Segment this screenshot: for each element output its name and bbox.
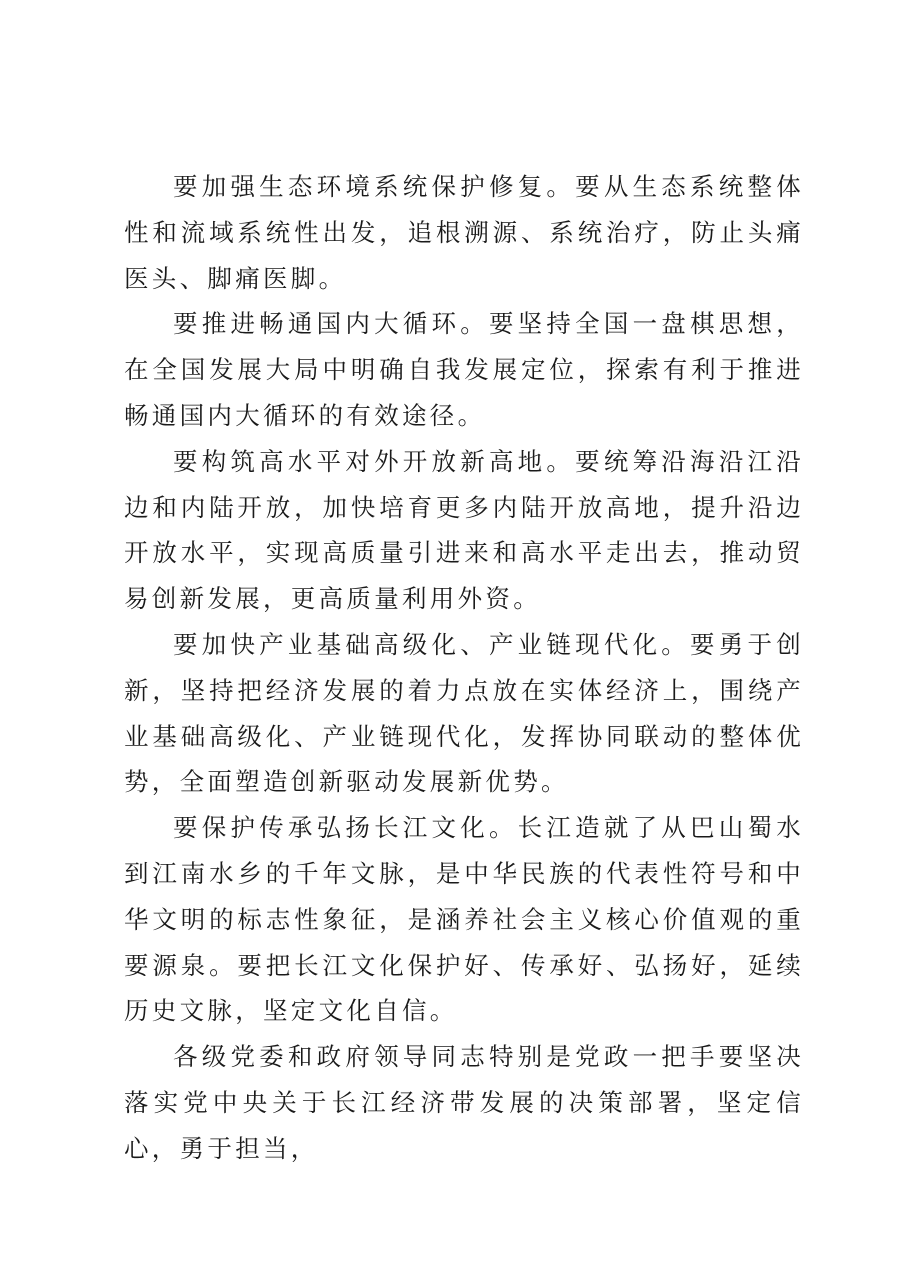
paragraph-ecology: 要加强生态环境系统保护修复。要从生态系统整体性和流域系统性出发，追根溯源、系统治疗，防止头痛医头、脚痛医脚。 (124, 172, 804, 293)
paragraph-domestic-circulation: 要推进畅通国内大循环。要坚持全国一盘棋思想，在全国发展大局中明确自我发展定位，探索有利于推进畅通国内大循环的有效途径。 (124, 309, 804, 430)
paragraph-industry: 要加快产业基础高级化、产业链现代化。要勇于创新，坚持把经济发展的着力点放在实体经济上，围绕产业基础高级化、产业链现代化，发挥协同联动的整体优势，全面塑造创新驱动发展新优势。 (124, 629, 804, 797)
paragraph-culture: 要保护传承弘扬长江文化。长江造就了从巴山蜀水到江南水乡的千年文脉，是中华民族的代表性符号和中华文明的标志性象征，是涵养社会主义核心价值观的重要源泉。要把长江文化保护好、传承好、弘扬好，延续历史文脉，坚定文化自信。 (124, 813, 804, 1026)
paragraph-opening-up: 要构筑高水平对外开放新高地。要统筹沿海沿江沿边和内陆开放，加快培育更多内陆开放高地，提升沿边开放水平，实现高质量引进来和高水平走出去，推动贸易创新发展，更高质量利用外资。 (124, 446, 804, 614)
paragraph-leadership: 各级党委和政府领导同志特别是党政一把手要坚决落实党中央关于长江经济带发展的决策部署，坚定信心，勇于担当， (124, 1042, 804, 1163)
document-body (124, 164, 804, 1172)
